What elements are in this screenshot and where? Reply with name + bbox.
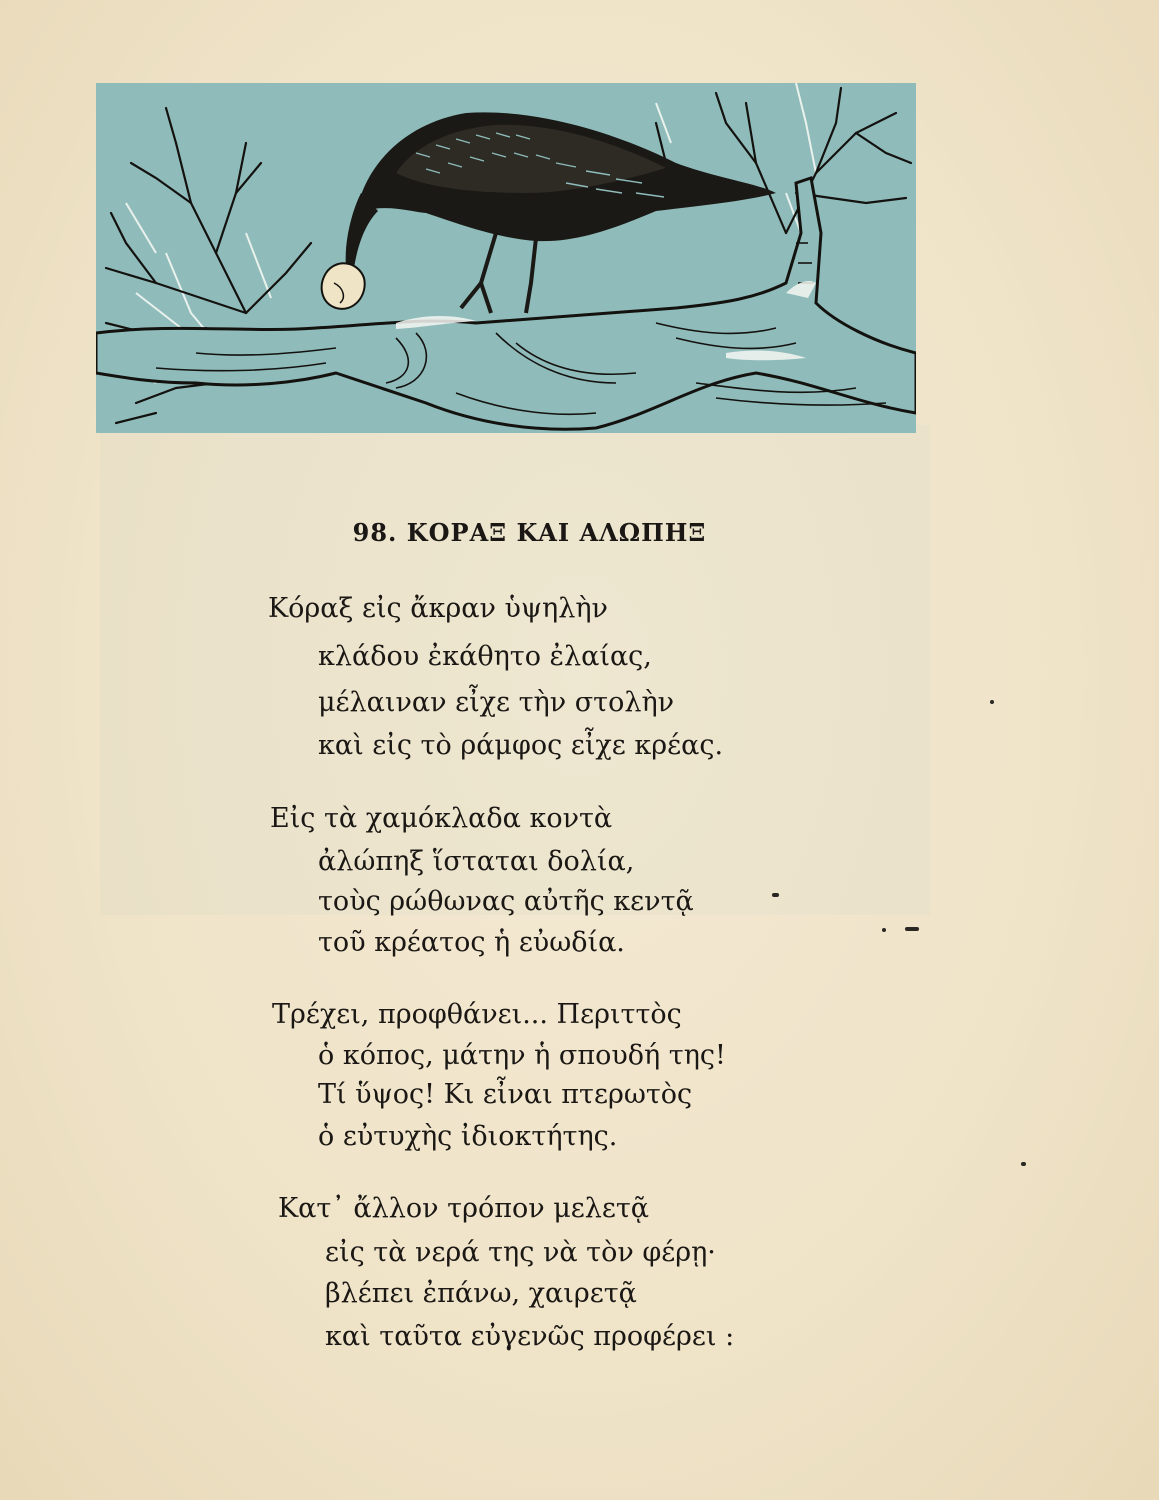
verse-line: βλέπει ἐπάνω, χαιρετᾷ — [325, 1278, 637, 1309]
ink-speck — [772, 893, 779, 897]
poem-title: 98. ΚΟΡΑΞ ΚΑΙ ΑΛΩΠΗΞ — [352, 518, 707, 547]
verse-line: καὶ εἰς τὸ ράμφος εἶχε κρέας. — [318, 730, 724, 761]
crow-figure — [322, 112, 776, 313]
ink-speck — [905, 927, 919, 931]
verse-line: Κόραξ εἰς ἄκραν ὑψηλὴν — [268, 593, 608, 624]
verse-line: μέλαιναν εἶχε τὴν στολὴν — [318, 687, 675, 718]
verse-line: Τί ὕψος! Κι εἶναι πτερωτὸς — [318, 1079, 693, 1110]
crow-illustration-svg — [96, 83, 916, 433]
verse-line: κλάδου ἐκάθητο ἐλαίας, — [318, 641, 652, 672]
verse-line: Κατ᾽ ἄλλον τρόπον μελετᾷ — [278, 1193, 649, 1224]
verse-line: Τρέχει, προφθάνει... Περιττὸς — [272, 999, 682, 1030]
ink-speck — [882, 928, 886, 932]
ink-speck — [1021, 1162, 1026, 1166]
verse-line: εἰς τὰ νερά της νὰ τὸν φέρῃ· — [325, 1237, 716, 1268]
crow-on-branch-illustration — [96, 83, 916, 433]
verse-line: καὶ ταῦτα εὐγενῶς προφέρει : — [325, 1321, 735, 1352]
ink-speck — [990, 700, 994, 704]
verse-line: ὁ κόπος, μάτην ἡ σπουδή της! — [318, 1040, 726, 1071]
verse-line: τοῦ κρέατος ἡ εὐωδία. — [318, 927, 625, 958]
verse-line: ὁ εὐτυχὴς ἰδιοκτήτης. — [318, 1121, 618, 1152]
verse-line: ἀλώπηξ ἵσταται δολία, — [318, 846, 635, 877]
verse-line: Εἰς τὰ χαμόκλαδα κοντὰ — [270, 803, 613, 834]
verse-line: τοὺς ρώθωνας αὐτῆς κεντᾷ — [318, 886, 694, 917]
